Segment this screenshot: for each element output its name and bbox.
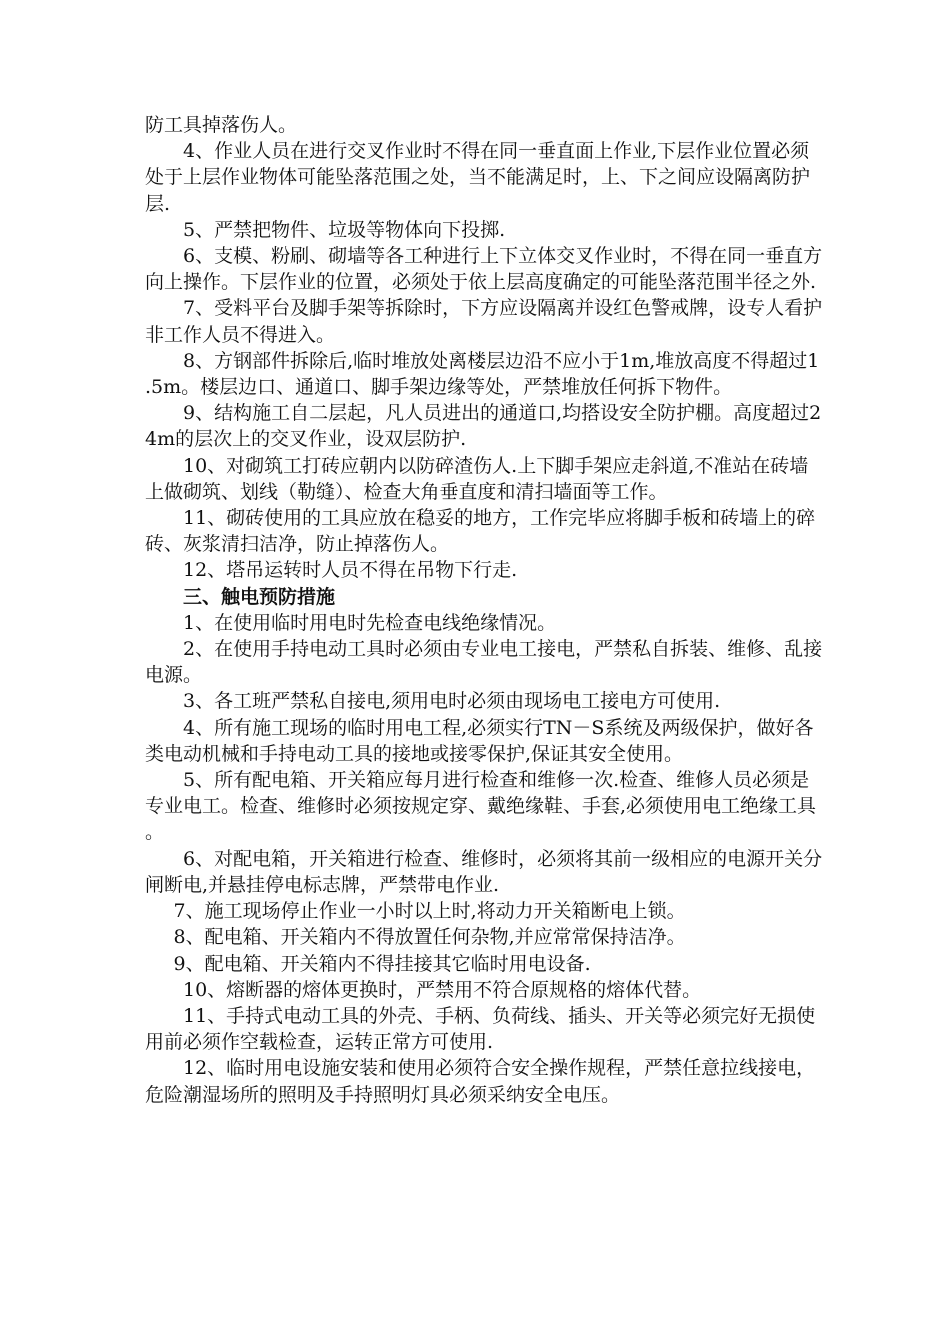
paragraph-item-10: 10、对砌筑工打砖应朝内以防碎渣伤人.上下脚手架应走斜道,不准站在砖墙上做砌筑、划线（勒缝）、检查大角垂直度和清扫墙面等工作。 xyxy=(145,454,809,503)
document-page xyxy=(145,112,825,1108)
paragraph-item-11: 11、砌砖使用的工具应放在稳妥的地方，工作完毕应将脚手板和砖墙上的碎砖、灰浆清扫洁净，防止掉落伤人。 xyxy=(145,507,816,556)
electrical-item-9: 9、配电箱、开关箱内不得挂接其它临时用电设备. xyxy=(173,952,591,975)
paragraph-continuation: 防工具掉落伤人。 xyxy=(145,114,298,136)
electrical-item-5: 5、所有配电箱、开关箱应每月进行检查和维修一次.检查、维修人员必须是专业电工。检查、维修时必须按规定穿、戴绝缘鞋、手套,必须使用电工绝缘工具。 xyxy=(145,769,817,844)
paragraph-item-8: 8、方钢部件拆除后,临时堆放处离楼层边沿不应小于1m,堆放高度不得超过1.5m。楼层边口、通道口、脚手架边缘等处，严禁堆放任何拆下物件。 xyxy=(145,349,820,399)
paragraph-item-4: 4、作业人员在进行交叉作业时不得在同一垂直面上作业,下层作业位置必须处于上层作业物体可能坠落范围之处，当不能满足时，上、下之间应设隔离防护层. xyxy=(145,140,811,215)
electrical-item-6: 6、对配电箱，开关箱进行检查、维修时，必须将其前一级相应的电源开关分闸断电,并悬挂停电标志牌，严禁带电作业. xyxy=(145,847,823,896)
electrical-item-10: 10、熔断器的熔体更换时，严禁用不符合原规格的熔体代替。 xyxy=(183,978,702,1001)
section-heading: 三、触电预防措施 xyxy=(183,585,336,608)
electrical-item-8: 8、配电箱、开关箱内不得放置任何杂物,并应常常保持洁净。 xyxy=(173,926,686,949)
paragraph-item-9: 9、结构施工自二层起，凡人员进出的通道口,均搭设安全防护棚。高度超过24m的层次上的交叉作业，设双层防护. xyxy=(145,402,822,451)
paragraph-item-7: 7、受料平台及脚手架等拆除时，下方应设隔离并设红色警戒牌，设专人看护非工作人员不得进入。 xyxy=(145,297,823,346)
electrical-item-2: 2、在使用手持电动工具时必须由专业电工接电，严禁私自拆装、维修、乱接电源。 xyxy=(145,638,823,687)
paragraph-item-6: 6、支模、粉刷、砌墙等各工种进行上下立体交叉作业时，不得在同一垂直方向上操作。下层作业的位置，必须处于依上层高度确定的可能坠落范围半径之外. xyxy=(145,245,823,294)
electrical-item-3: 3、各工班严禁私自接电,须用电时必须由现场电工接电方可使用. xyxy=(183,690,721,713)
electrical-item-1: 1、在使用临时用电时先检查电线绝缘情况。 xyxy=(183,611,557,634)
paragraph-item-12: 12、塔吊运转时人员不得在吊物下行走. xyxy=(183,559,518,582)
electrical-item-11: 11、手持式电动工具的外壳、手柄、负荷线、插头、开关等必须完好无损使用前必须作空载检查，运转正常方可使用. xyxy=(145,1004,816,1054)
paragraph-item-5: 5、严禁把物件、垃圾等物体向下投掷. xyxy=(183,218,506,241)
electrical-item-12: 12、临时用电设施安装和使用必须符合安全操作规程，严禁任意拉线接电，危险潮湿场所的照明及手持照明灯具必须采纳安全电压。 xyxy=(145,1057,816,1106)
electrical-item-7: 7、施工现场停止作业一小时以上时,将动力开关箱断电上锁。 xyxy=(173,900,686,923)
electrical-item-4: 4、所有施工现场的临时用电工程,必须实行TN－S系统及两级保护，做好各类电动机械和手持电动工具的接地或接零保护,保证其安全使用。 xyxy=(145,716,814,765)
